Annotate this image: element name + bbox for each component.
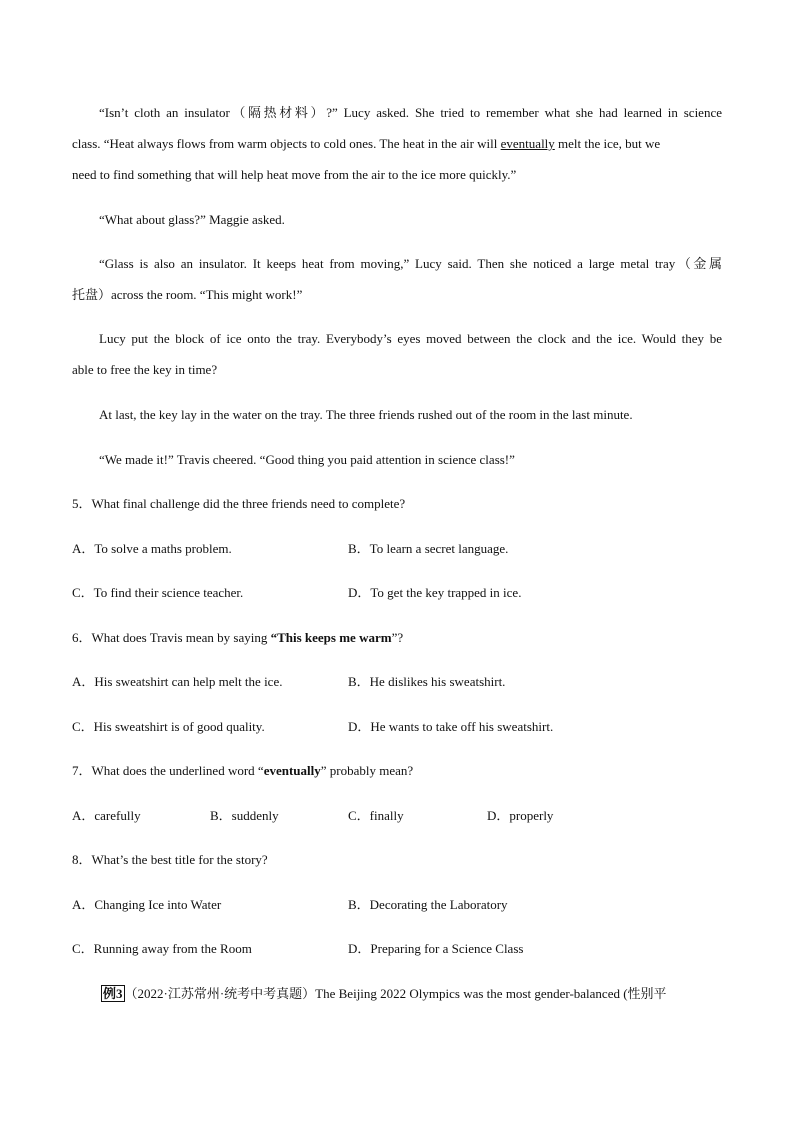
q7-option-d: D．properly bbox=[487, 808, 554, 823]
q6-option-b: B．He dislikes his sweatshirt. bbox=[348, 674, 506, 689]
q6-option-d: D．He wants to take off his sweatshirt. bbox=[348, 719, 554, 734]
q8-option-c: C．Running away from the Room bbox=[72, 941, 252, 956]
story-p4-line1: Lucy put the block of ice onto the tray. Everybody’s eyes moved between the clock and the ice. Would they be bbox=[99, 331, 722, 346]
question-5-stem: 5．What final challenge did the three friends need to complete? bbox=[72, 496, 406, 511]
q8-option-a: A．Changing Ice into Water bbox=[72, 897, 222, 912]
q5-option-a: A．To solve a maths problem. bbox=[72, 541, 232, 556]
example-3-text: （2022·江苏常州·统考中考真题）The Beijing 2022 Olympics was the most gender-balanced (性别平 bbox=[124, 986, 667, 1001]
q5-option-b: B．To learn a secret language. bbox=[348, 541, 509, 556]
q7-option-a: A．carefully bbox=[72, 808, 141, 823]
question-8-stem: 8．What’s the best title for the story? bbox=[72, 852, 268, 867]
q6-option-c: C．His sweatshirt is of good quality. bbox=[72, 719, 265, 734]
story-p6: “We made it!” Travis cheered. “Good thing you paid attention in science class!” bbox=[99, 452, 515, 467]
story-p1-line2: class. “Heat always flows from warm objects to cold ones. The heat in the air will eventually melt the ice, but we bbox=[72, 136, 661, 151]
story-p3-line2: 托盘）across the room. “This might work!” bbox=[72, 287, 303, 302]
q8-option-b: B．Decorating the Laboratory bbox=[348, 897, 508, 912]
story-p5: At last, the key lay in the water on the tray. The three friends rushed out of the room in the last minute. bbox=[99, 407, 633, 422]
bold-word: eventually bbox=[263, 763, 321, 778]
story-p2: “What about glass?” Maggie asked. bbox=[99, 212, 285, 227]
q6-option-a: A．His sweatshirt can help melt the ice. bbox=[72, 674, 283, 689]
q5-option-c: C．To find their science teacher. bbox=[72, 585, 244, 600]
q7-option-b: B．suddenly bbox=[210, 808, 279, 823]
example-3-line bbox=[101, 986, 723, 1002]
q7-option-c: C．finally bbox=[348, 808, 404, 823]
question-7-stem: 7．What does the underlined word “eventually” probably mean? bbox=[72, 763, 414, 778]
story-p1-line1: “Isn’t cloth an insulator（隔热材料）?” Lucy asked. She tried to remember what she had learned in science bbox=[99, 105, 722, 120]
q5-option-d: D．To get the key trapped in ice. bbox=[348, 585, 522, 600]
story-p4-line2: able to free the key in time? bbox=[72, 362, 218, 377]
quoted-phrase: “This keeps me warm bbox=[270, 630, 392, 645]
story-p3-line1: “Glass is also an insulator. It keeps heat from moving,” Lucy said. Then she noticed a large metal tray（金属 bbox=[99, 256, 722, 271]
q8-option-d: D．Preparing for a Science Class bbox=[348, 941, 524, 956]
story-p1-line3: need to find something that will help heat move from the air to the ice more quickly.” bbox=[72, 167, 517, 182]
example-tag: 例3 bbox=[103, 986, 123, 1001]
underlined-word: eventually bbox=[500, 136, 555, 151]
question-6-stem: 6．What does Travis mean by saying “This keeps me warm”? bbox=[72, 630, 404, 645]
